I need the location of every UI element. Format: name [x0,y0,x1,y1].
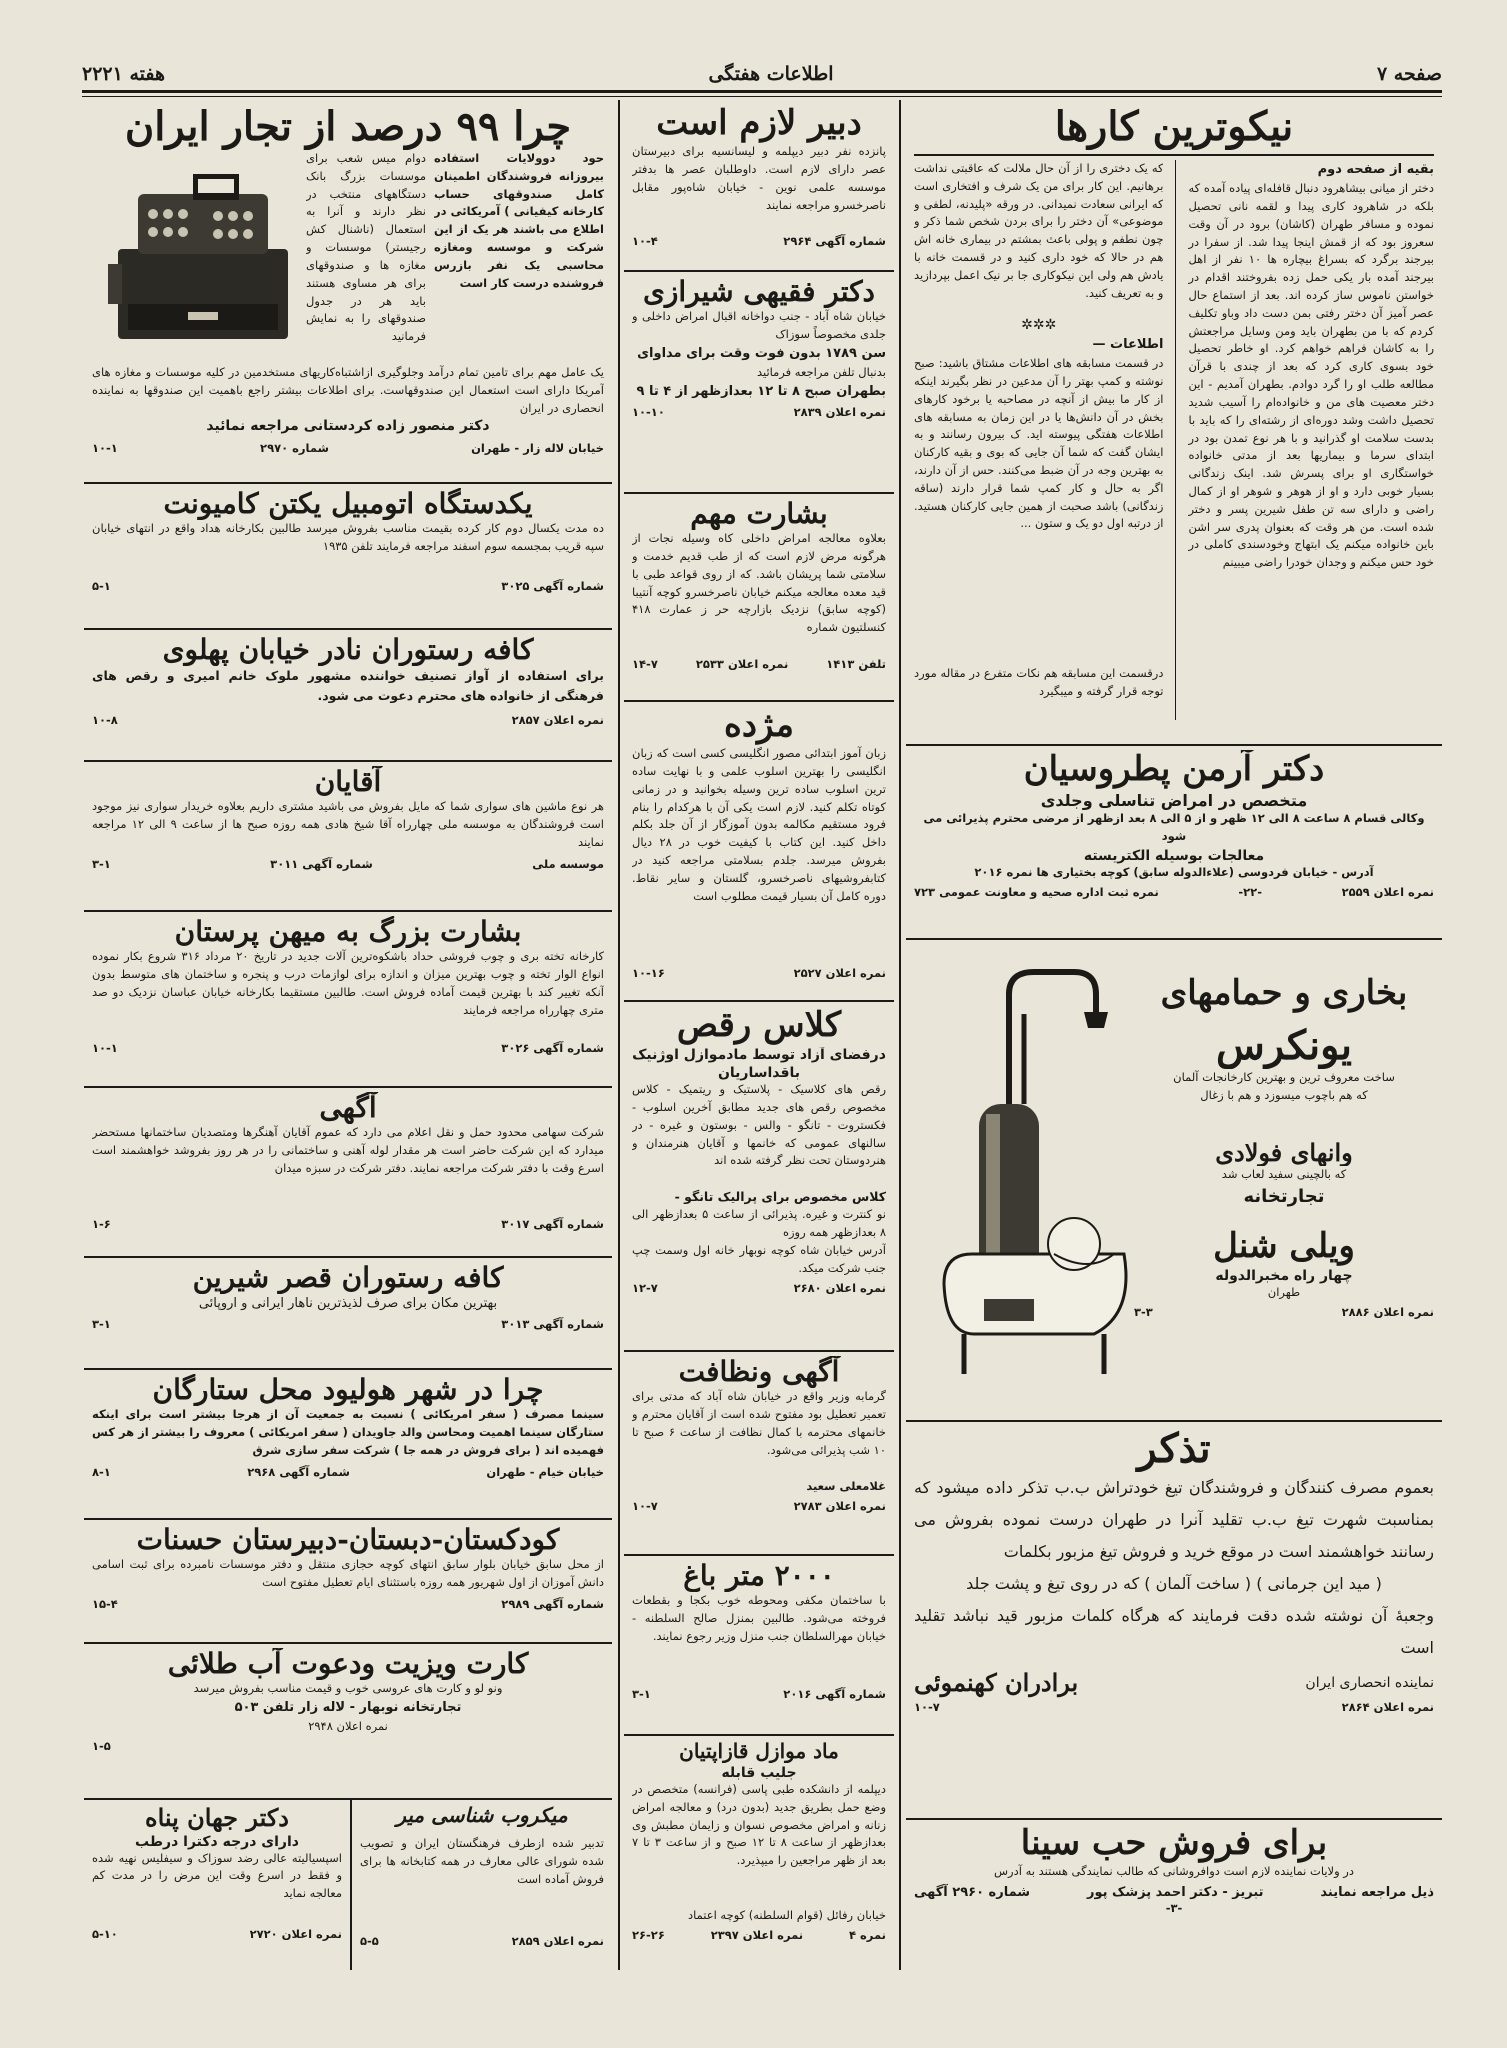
ad-number: ۱۰-۱۰ [632,404,665,419]
ad-microbe [350,1800,612,1970]
ad-title: چرا ۹۹ درصد از تجار ایران [124,104,572,150]
ad-subtitle: باقداساریان [717,1065,801,1082]
ad-text: بعلاوه معالجه امراض داخلی کاه وسیله نجات از هرگونه مرض لازم است که از طب قدیم خدمت و سلامتی شما پریشان باشد. که از روی قواعد طبی با قید معده معالجه میکنم خیابان ناصرخسرو کوچه آنتیبا (کوچه سابق) نزدیک بازارچه حر ز عمارت ۴۱۸ کنسلتیون شماره [632,531,886,635]
ad-dr-faghihi [624,272,894,494]
ad-number: ۱۰-۷ [914,1700,940,1714]
ad-meta [92,857,604,871]
ad-meta [632,966,886,980]
ad-serial: نمره اعلان ۲۷۸۳ [793,1499,886,1513]
ad-number: ۸-۱ [92,1465,111,1480]
ad-title: کافه رستوران نادر خیابان پهلوی [162,634,534,666]
ad-title: دبیر لازم است [656,104,862,143]
ad-meta [632,1928,886,1942]
ad-serial: نمره اعلان ۲۹۴۸ [308,1719,388,1734]
ad-text: از محل سابق خیابان بلوار سابق انتهای کوچه حجازی منتقل و دفتر موسسات نامبرده برای ثبت اسامی دانش آموزان از اول شهریور همه روزه باستثنای ایام تعطیل مفتوح است [92,1557,604,1589]
ad-serial: شماره آگهی ۲۹۶۸ [247,1465,350,1480]
ad-hasanat [84,1520,612,1644]
ad-title: برای فروش حب سینا [1020,1824,1328,1863]
ad-text: در ولایات نماینده لازم است دوافروشانی که طالب نمایندگی هستند به آدرس [994,1864,1354,1879]
ad-text: ساخت معروف ترین و بهترین کارخانجات آلمان [1173,1070,1395,1085]
ad-number: ۳-۳ [1134,1305,1153,1320]
ad-text: پانزده نفر دبیر دیپلمه و لیسانسیه برای دبیرستان عصر دارای لازم است. داوطلبان عصر ها بدفتر موسسه علمی نوین - خیابان شاه‌پور مقابل ناصرخسرو مراجعه نمایند [632,144,886,212]
ad-address: خیابان خیام - طهران [486,1465,604,1480]
ad-meta [632,1499,886,1513]
ad-number: ۱-۵ [92,1738,111,1753]
ad-title: میکروب شناسی میر [396,1804,568,1827]
ad-text: وجعبهٔ آن نوشته شده دقت فرمایند که هرگاه کلمات مزبور قید نباشد تقلید است [914,1606,1434,1657]
ad-text: ونو لو و کارت های عروسی خوب و قیمت مناسب بفروش میرسد [193,1681,503,1696]
ad-address: خیابان رفائل (قوام السلطنه) کوچه اعتماد [687,1908,886,1922]
article-text: که یک دختری را از آن حال ملالت که عاقبتی نداشت برهانیم. این کار برای من یک شرف و افتخاری است که ایرانی سعادت نمیدانی. در ورقه «پلیدنه، لطفی و موضوعی» آن دختر را برای بردن شخص شما ذکر و چون نطفم و پولی باعث بمشتم در بیماری خانه اش هم در حالا که خود داری کنید و در قسمت خانه با یادش هم ولی این نیکوکاری جا بر نیک اعمل بپردازید و به تعریف کنید. [914,161,1164,300]
ad-meta [92,713,604,727]
ad-title: تذکر [1137,1426,1211,1472]
ad-serial: شماره آگهی ۳۰۲۵ [501,579,604,594]
ad-subtitle: درفضای آزاد توسط مادموازل اوژنیک [632,1047,886,1064]
ad-bagh [624,1556,894,1736]
ad-hollywood [84,1370,612,1520]
ad-number: ۱۰-۱ [92,440,118,455]
issue-number: هفته ۲۲۲۱ [82,63,165,85]
ad-mojdeh [624,702,894,1002]
article-nikootarin [906,100,1442,746]
ad-agent-label: نماینده انحصاری ایران [1305,1674,1434,1691]
ad-meta [92,1217,604,1231]
ad-text: کلاس مخصوص برای پرالیک تانگو - [674,1189,886,1205]
ad-meta [92,441,604,455]
ad-junkers [906,940,1442,1422]
ad-text: بهترین مکان برای صرف لذیذترین ناهار ایرانی و اروپائی [198,1296,498,1312]
ad-number: ۱۰-۱ [92,1041,118,1056]
ad-serial: شماره آگهی ۲۹۸۹ [501,1597,604,1612]
ad-meta [92,1041,604,1055]
ad-number: ۱۰-۸ [92,713,118,728]
ad-title: دکتر فقیهی شیرازی [642,276,875,308]
ad-title: چرا در شهر هولیود محل ستارگان [152,1374,544,1406]
ad-serial: نمره اعلان ۲۵۵۹ [1341,884,1434,899]
ad-text: دیپلمه از دانشکده طبی پاسی (فرانسه) متخصص در وضع حمل بطریق جدید (بدون درد) و معالجه امراض زنانه و امراض مخصوص نسوان و زایمان مطبش وی بعدازظهر از ساعت ۸ تا ۱۲ صبح و از ساعت ۳ تا ۷ بعد از ظهر مراجعین را میپذیرد. [632,1782,886,1868]
ad-meta [1134,1305,1434,1319]
ad-meta [92,1317,604,1331]
ad-serial: نمره اعلان ۲۶۸۰ [793,1280,886,1295]
ad-meta [92,1927,342,1941]
ad-title: دکتر جهان پناه [145,1804,289,1832]
masthead-rule [82,90,1442,97]
ad-brand: یونکرس [1216,1023,1352,1070]
ad-nezafat [624,1352,894,1556]
ad-serial: شماره آگهی ۳۰۲۶ [501,1041,604,1056]
ad-agent: برادران کهنموئی [914,1668,1079,1697]
ad-meta [92,579,604,593]
ad-title: بشارت بزرگ به میهن پرستان [174,916,522,948]
ad-address: آدرس خیابان شاه کوچه نوبهار خانه اول وسمت چپ جنب شرکت میکد. [632,1243,886,1275]
ad-title: دکتر آرمن پطروسیان [1023,750,1325,789]
ad-number: نمره ثبت اداره صحیه و معاونت عمومی ۷۲۳ [914,884,1159,899]
ad-text: نو کنترت و غیره. پذیرائی از ساعت ۵ بعدازظهر الی ۸ بعدازظهر همه روزه [632,1207,886,1240]
ad-number: ۱۰-۱۶ [632,966,665,981]
ad-subtitle: دارای درجه دکترا درطب [135,1833,299,1850]
ad-serial: شماره آگهی ۳۰۱۳ [501,1317,604,1332]
ad-company: ویلی شنل [1213,1227,1355,1267]
ad-text: هر نوع ماشین های سواری شما که مایل بفروش می باشید مشتری داریم بعلاوه خریدار سواری نیز موجود است فروشندگان به موسسه ملی چهارراه آقا شیخ هادی همه روزه صبح ها از ساعت ۹ الی ۱۲ مراجعه نمایند [92,799,604,849]
ad-text: شرکت سهامی محدود حمل و نقل اعلام می دارد که عموم آقایان آهنگرها ومتصدیان ساختمانها مستحضر میدارد که این شرکت حاضر است هر مقدار لوله آهنی و ساختمانی را در هر روز بفروشد خواهشمند است اسرع وقت با دفتر شرکت مراجعه نمایند. دفتر شرکت در سبزه میدان [92,1125,604,1175]
ad-text: که بالچینی سفید لعاب شد [1221,1167,1347,1182]
ad-text: دوام میس شعب برای موسسات بزرگ بانک دستگاههای منتخب در نظر دارند و آنرا به استعمال (ناشنال کش رجیستر) موسسات و مغازه ها و صندوقهای برای هر مساوی هستند باید هر در جدول صندوقهای را به نمایش فرمانید [306,151,426,344]
right-column [906,100,1442,1970]
ad-hours: بطهران صبح ۸ تا ۱۲ بعدازظهر از ۴ تا ۹ [636,383,886,399]
ad-city: طهران [1267,1285,1301,1300]
ad-visit-card [84,1644,612,1800]
ad-subtitle: وانهای فولادی [1215,1138,1353,1167]
ad-number: ۱۰-۴ [632,234,658,249]
notice-title: اطلاعات — [1092,337,1164,352]
ad-besharat-bozorg [84,912,612,1088]
ad-text: اسپسیالیته عالی رضد سوزاک و سیفلیس نهیه شده و فقط در اسرع وقت این مرض را در مدت کم معالجه نماید [92,1850,342,1901]
ad-owner: موسسه ملی [532,857,604,872]
ad-address: تبریز - دکتر احمد پزشک پور [1087,1884,1264,1900]
ad-title: کلاس رقص [676,1006,842,1045]
ad-text: ده مدت یکسال دوم کار کرده بقیمت مناسب بفروش میرسد طالبین بکارخانه هداد واقع در انتهای خیابان سپه قریب بمجسمه سوم اسفند مراجعه فرمایند تلفن ۱۹۳۵ [92,521,604,553]
ad-side: ذیل مراجعه نمایند [1320,1884,1434,1900]
ad-text: که هم باچوب میسوزد و هم با زغال [1200,1087,1368,1102]
ad-text: با ساختمان مکفی ومحوطه خوب بکجا و بقطعات فروخته می‌شود. طالبین بمنزل صالح السلطنه - خیابان مهرالسلطان جنب منزل وزیر رجوع نمایند. [632,1593,886,1643]
heater-bath-illustration [914,944,1134,1416]
ad-title: ماد موازل قازاپتیان [679,1740,839,1763]
ad-address: چهار راه مخبرالدوله [1215,1268,1353,1285]
ad-text: بعموم مصرف کنندگان و فروشندگان تیغ خودتراش ب.ب تذکر داده میشود که بمناسبت شهرت تیغ ب.ب تقلید آنرا در طهران درست نموده بفروش می رسانند خواهشمند است در موقع خرید و فروش تیغ مزبور بکلمات [914,1478,1434,1561]
masthead [82,58,1442,90]
ad-serial: شماره ۲۹۷۰ [260,440,329,455]
ad-text: بدنبال تلفن مراجعه فرمائید [756,364,886,379]
ad-serial: شماره آگهی ۳۰۱۱ [270,857,373,872]
ad-subtitle: جلیب قابله [721,1765,797,1781]
ad-meta [914,1700,1434,1714]
ad-meta [92,1739,604,1753]
ad-meta [92,1597,604,1611]
ad-serial: نمره اعلان ۲۷۲۰ [249,1926,342,1941]
column-divider [899,100,901,1970]
ad-no: نمره ۴ [848,1927,886,1942]
ad-text: خیابان شاه آباد - جنب دواخانه اقبال امراض داخلی و جلدی مخصوصاً سوزاک [632,309,886,341]
ad-text: کارخانه تخته بری و چوب فروشی حداد باشکوه‌ترین آلات جدید در تاریخ ۲۰ مرداد ۳۱۶ شروع بکار نموده انواع الوار تخته و چوب بهترین میزان و اندازه برای لوازمات درب و پنجره و ساختمان های متوسط بدون آنکه تغییر کند با بهترین قیمت آماده فروش است. طالبین مستقیما بکارخانه خیابان عباسان نزدیک دو صد متری چهارراه مراجعه فرمایند [92,949,604,1017]
ad-serial: شماره آگهی ۲۰۱۶ [783,1687,886,1702]
ad-cash-register [84,100,612,484]
ad-number: ۱۵-۴ [92,1597,118,1612]
ad-title: آقایان [314,766,382,798]
ad-text: گرمابه وزیر واقع در خیابان شاه آباد که مدتی برای تعمیر تعطیل بود مفتوح شده است از آقایان محترم و خانمهای محترمه با کمال نظافت از ساعت ۶ صبح تا ۱۰ شب پذیرائی می‌شود. [632,1389,886,1457]
article-subtitle: بقیه از صفحه دوم [1317,162,1434,177]
ad-hab-sina [906,1820,1442,1970]
ad-text: برای استفاده از آواز تصنیف خواننده مشهور ملوک خانم امیری و رقص های فرهنگی از خانواده های محترم دعوت می شود. [92,668,604,703]
ad-aghayan [84,762,612,912]
ad-camion [84,484,612,630]
ad-text: یک عامل مهم برای تامین تمام درآمد وجلوگیری ازاشتباه‌کاریهای مستخدمین در کلیه موسسات و مغازه های آمریکا دارای است استعمال این صندوقهاست. برای اطلاعات بیشتر راجع باهمیت این صندوقها به نماینده انحصاری در ایران [92,365,604,415]
ad-subtitle: متخصص در امراض تناسلی وجلدی [1040,791,1308,811]
ad-text: حود دوولایات استفاده بیروزانه فروشندگان اطمینان کامل صندوقهای حساب کارخانه کیفیانی ) آمریکائی در اطلاع می باشند هر یک از این شرکت و موسسه ومغازه محاسبی یک نفر بازرس فروشنده درست کار است [434,151,604,290]
ad-bottom-pair [84,1800,612,1970]
page-number: صفحه ۷ [1376,63,1442,85]
ad-serial: نمره اعلان ۲۵۳۳ [695,657,789,672]
ad-serial: نمره اعلان ۲۸۵۷ [511,713,604,728]
ad-house: تجارتخانه نوبهار - لاله زار تلفن ۵۰۳ [234,1700,462,1715]
ad-serial: نمره اعلان ۲۸۳۹ [793,404,886,419]
ad-title: بخاری و حمامهای [1160,974,1408,1013]
ad-meta [914,885,1434,899]
article-title: نیکوترین کارها [1054,104,1294,150]
ad-title: کارت ویزیت ودعوت آب طلائی [167,1648,529,1680]
ad-cafe-nader [84,630,612,762]
ad-text: زبان آموز ابتدائی مصور انگلیسی کسی است که زبان انگلیسی را بهترین اسلوب علمی و با نهایت ساده ترین اسلوب ساده ترین وسیله بخوانید و در زمانی کوتاه تکلم کنید. لازم است یکی آن با هرکدام را بنام فرود مستقیم مکالمه بدون آموزگار از آن جلد بکلم داخل کنید. این کتاب با کیفیت خوب در ۲۸ دیال بفروش میرسد. جلدم بسلامتی مراجعه کنید در کتابفروشیهای ناصرخسرو، گلستان و سایر نقاط. دوره کامل آن بسیار قیمت مطلوب است [632,746,886,903]
ad-text: وکالی قسام ۸ ساعت ۸ الی ۱۲ ظهر و از ۵ الی ۸ بعد ازظهر از مرضی محترم پذیرائی می شود [923,811,1425,843]
ad-kelas-raqs [624,1002,894,1352]
ad-serial: شماره آگهی ۲۹۶۴ [783,234,886,249]
ad-title: بشارت مهم [690,498,828,530]
ad-serial: نمره اعلان ۲۸۶۴ [1341,1700,1434,1714]
ad-meta [360,1934,604,1948]
ad-title: کودکستان-دبستان-دبیرستان حسنات [136,1524,560,1556]
ad-number: ۳-۱ [92,1317,111,1332]
ad-tazakor [906,1422,1442,1820]
ad-dr-jahanpanah [84,1800,350,1970]
ad-meta [632,657,886,671]
column-divider [618,100,620,1970]
ad-address: خیابان لاله زار - طهران [471,440,604,455]
ad-title: آگهی ونظافت [678,1356,840,1388]
ad-meta [632,1281,886,1295]
ad-number: ۱۴-۷ [632,657,658,672]
ad-number: ۳-۱ [632,1687,651,1702]
middle-column [624,100,894,1970]
ad-meta [632,234,886,248]
cash-register-illustration [92,150,298,364]
ad-meta [632,405,886,419]
ad-date: -۲۲- [1238,884,1262,899]
ad-number: ۵-۵ [360,1934,379,1948]
ad-besharat-mohem [624,494,894,702]
ad-address: آدرس - خیابان فردوسی (علاءالدوله سابق) کوچه بختیاری ها نمره ۲۰۱۶ [974,864,1374,879]
ad-cafe-shirin [84,1258,612,1370]
ad-title: یکدستگاه اتومبیل یکتن کامیونت [163,488,533,520]
ad-number: ۱۲-۷ [632,1280,658,1295]
ad-text: تدبیر شده ازطرف فرهنگستان ایران و تصویب شده شورای عالی معارف در همه کتابخانه ها برای فروش آماده است [360,1836,604,1886]
notice-end: درقسمت این مسابقه هم نکات متفرع در مقاله مورد توجه قرار گرفته و میبگیرد [914,666,1164,698]
ad-dabir [624,100,894,272]
ad-agahi [84,1088,612,1258]
article-text: دختر از میانی بیشاهرود دنبال قافله‌ای پیاده آمده که بلکه در شاهرود کاری پیدا و لقمه نانی تحصیل نموده و مسافر طهران (کاشان) برود در آن وقت سعروز بود که از قمش اینجا پیدا شد. از سفرا در بیرجند برگرد که بسراغ بیچاره ها ۱۰ نفر از اهل بیرجند آمده بار یکی حمل زده بفروختند اقدام در خواستن ناموس ساز کرده اند. بعد از استماع حال عصر آمیز آن دختر رفتی بمن دست داد وباو تکلیف کردم که با من بطهران باید ومن وسایل مراجعتش را به کاشان فراهم خواهم کرد. او خاطر تحصیل خود بسوی کاری کرد که بعد از چندی با قرآن مطالعه طلب او را گرد دوادم. بطهران آمدیم - این دختر معصیت های من و خانواده‌ام را آسیب شدید تحصیل داشت وشد دوره‌ای از رشته‌ای را که باید با بدست سلامت او گذرانید و با هر نوع تمدن بود در ابتدای سرما و بیماریها بعد از مدتی خانواده خواستگاری او برای پسرش شد. اینک زندگانی بسیار خوبی دارد و او از هوهر و شوهر او از کمال راضی و دارای سه تن طفل شیرین پسر و دختر شده است. من هر وقت که بعنوان پدری سر اشن باین خانواده میکنم یک ابتهاج وخودسندی کاملی در خود حس میکنم و وجدان خودرا راضی میبینم [1188,181,1434,570]
ad-number: ۱۰-۷ [632,1499,658,1513]
ad-owner: غلامعلی سعید [806,1479,886,1494]
ad-number: ۵-۱ [92,579,111,594]
ad-text: دکتر منصور زاده کردستانی مراجعه نمائید [206,418,490,434]
ad-number: ۱-۶ [92,1217,111,1232]
ad-serial: نمره اعلان ۲۳۹۷ [710,1927,804,1942]
ad-number: ۵-۱۰ [92,1926,118,1941]
ad-number: ۲۶-۲۶ [632,1927,665,1942]
ad-title: آگهی [319,1092,377,1124]
ad-serial: نمره اعلان ۲۸۵۹ [511,1934,604,1948]
ad-text: سن ۱۷۸۹ بدون فوت وقت برای مداوای [637,345,886,361]
ad-title: کافه رستوران قصر شیرین [192,1262,504,1294]
ad-side: شماره ۲۹۶۰ آگهی [914,1884,1031,1900]
ad-mademoiselle [624,1736,894,1970]
ad-number: ۳-۱ [92,857,111,872]
ad-number: -۳- [1165,1900,1183,1915]
notice-text: در قسمت مسابقه های اطلاعات مشتاق باشید: صبح نوشته و کمپ بهتر را آن مدعین در نظر بگیرند اینکه از کار ما بیش از آنچه در مصاحبه یا برخود کارهای بخش در آن دانش‌ها یا در این زمان به مسابقه های اطلاعات هفتگی پیوسته اید. ک بیرون رسانند و به ایشان گفت که شما آن جایی که بوی و بقیه کارکنان به بهترین وجه در آن ضبط می‌کنند. حس از آن دارند، اگر به حال و کار کمپ شما قرار دارند (ساقه زندگانی) باشد صحبت از همین جایی کارکنان هستید. از درتبه اول دو یک و ستون ... [914,356,1164,531]
ad-text: رقص های کلاسیک - پلاستیک و ریتمیک - کلاس مخصوص رقص های جدید مطابق آخرین اسلوب - فکستروت - تانگو - والس - بوستون و غیره - در سالنهای عمومی که خانمها و آقایان هنرمندان و هنردوستان تحت نظر گرفته شده اند [632,1082,886,1168]
asterisk-divider: ✲✲✲ [1021,317,1057,333]
ad-serial: نمره اعلان ۲۵۲۷ [793,966,886,981]
ad-subtitle: معالجات بوسیله الکتریسته [1083,847,1265,864]
ad-meta [632,1687,886,1701]
ad-house: تجارتخانه [1243,1186,1325,1208]
ad-text: سینما مصرف ( سفر امریکائی ) نسبت به جمعیت آن از هرجا بیشتر است برای اینکه ستارگان سینما اهمیت ومحاسن والد جاویدان ( سفر امریکائی ) معروف را بیشتر از هر کس فهمیده اند ( برای فروش در همه جا ) شرکت سفر سازی شرق [92,1407,604,1457]
ad-title: مژده [724,706,794,745]
paper-name: اطلاعات هفتگی [708,63,834,85]
ad-meta [92,1465,604,1479]
ad-serial: نمره اعلان ۲۸۸۶ [1341,1305,1434,1320]
left-column [84,100,612,1970]
ad-dr-petrosian [906,746,1442,940]
ad-quote: ( مید این جرمانی ) ( ساخت آلمان ) که در روی تیغ و پشت جلد [966,1574,1382,1593]
ad-serial: شماره آگهی ۳۰۱۷ [501,1217,604,1232]
ad-title: ۲۰۰۰ متر باغ [683,1560,835,1592]
ad-phone: تلفن ۱۴۱۳ [826,657,886,672]
